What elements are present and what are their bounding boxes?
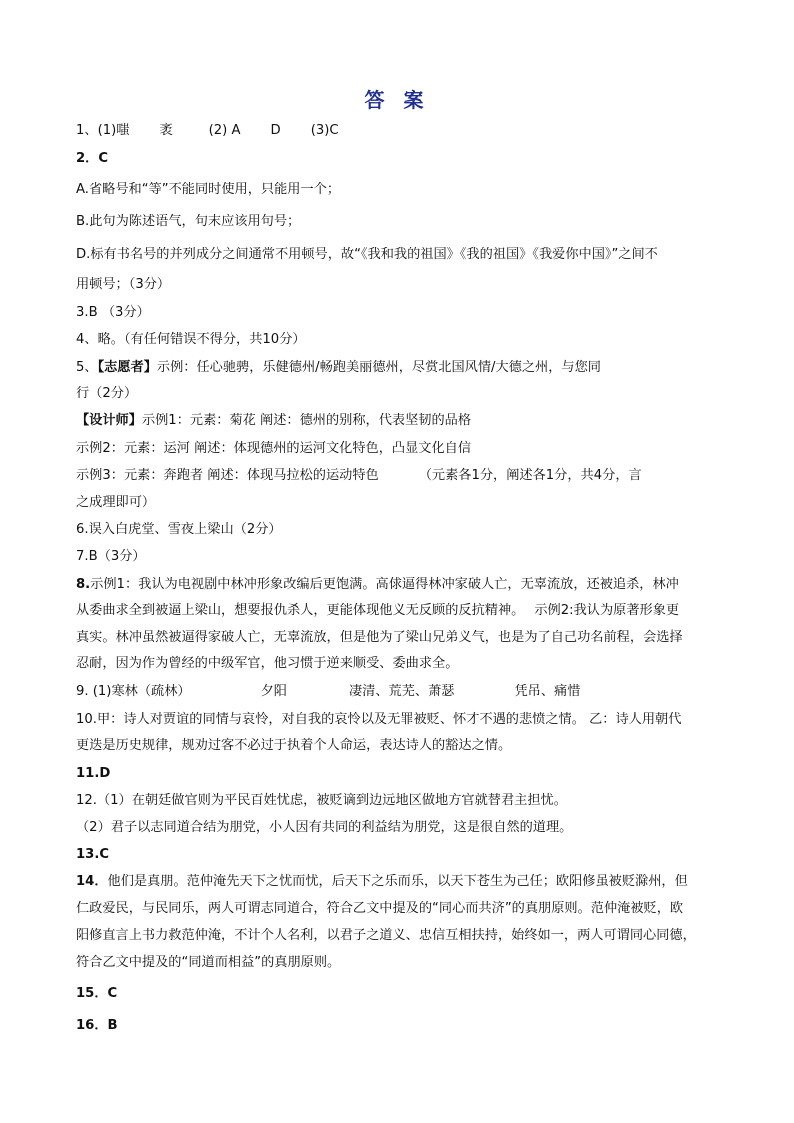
designer-example-3-text: 示例3：元素：奔跑者 阐述：体现马拉松的运动特色	[76, 468, 379, 483]
answer-1-d: (3)C	[310, 123, 339, 138]
answer-8-line3: 真实。林冲虽然被逼得家破人亡，无辜流放，但是他为了梁山兄弟义气，也是为了自己功名前程，会选择	[76, 630, 683, 645]
answer-8-line1	[76, 576, 726, 594]
answer-5-designer-line	[76, 412, 726, 430]
answer-12-line1: 12.（1）在朝廷做官则为平民百姓忧虑，被贬谪到边远地区做地方官就替君主担忧。	[76, 793, 567, 808]
answer-9	[76, 683, 726, 701]
volunteer-heading: 【志愿者】	[97, 360, 157, 375]
answer-14-line2: 仁政爱民，与民同乐，两人可谓志同道合，符合乙文中提及的“同心而共济”的真朋原则。范仲淹被贬，欧	[76, 901, 684, 916]
answer-5-text: 示例：任心驰骋，乐健德州/畅跑美丽德州，尽赏北国风情/大德之州，与您同	[156, 360, 601, 375]
answer-14-num: 14．	[76, 874, 108, 889]
answer-5-num: 5、	[76, 360, 98, 375]
answer-3: 3.B （3分）	[76, 305, 150, 320]
designer-heading: 【设计师】	[76, 413, 142, 428]
answer-1-c: D	[270, 123, 281, 138]
answer-14-line1	[76, 873, 726, 891]
answer-14-line4: 符合乙文中提及的“同道而相益”的真朋原则。	[76, 955, 341, 970]
designer-example-3	[76, 467, 726, 485]
answer-5-line1	[76, 359, 726, 377]
answer-2-a: A.省略号和“等”不能同时使用，只能用一个；	[76, 182, 341, 197]
answer-2-d-line1: D.标有书名号的并列成分之间通常不用顿号，故“《我和我的祖国》《我的祖国》《我爱你中国》”之间不	[76, 247, 658, 262]
answer-9-b: 凄清、荒芜、萧瑟	[348, 684, 455, 699]
answer-2-d-line2: 用顿号；（3分）	[76, 277, 171, 292]
answer-8-text-2: 从委曲求全到被逼上梁山，想要报仇杀人，更能体现他义无反顾的反抗精神。	[76, 603, 525, 618]
answer-9-a: 夕阳	[260, 684, 287, 699]
answer-9-c: 凭吊、痛惜	[514, 684, 581, 699]
answer-15: 15．C	[76, 986, 118, 1001]
answer-2-label: 2．C	[76, 151, 109, 166]
answer-1	[76, 122, 726, 140]
answer-1-a: 袤	[159, 123, 173, 138]
answer-4: 4、略。（有任何错误不得分，共10分）	[76, 332, 306, 347]
designer-example-1: 示例1：元素：菊花 阐述：德州的别称，代表坚韧的品格	[141, 413, 472, 428]
answer-8-example-2: 示例2:我认为原著形象更	[534, 603, 680, 618]
answer-6: 6.误入白虎堂、雪夜上梁山（2分）	[76, 522, 282, 537]
answer-10-line1: 10.甲：诗人对贾谊的同情与哀怜，对自我的哀怜以及无罪被贬、怀才不遇的悲愤之情。 乙：诗人用朝代	[76, 712, 682, 727]
answer-14-text-1: 他们是真朋。范仲淹先天下之忧而忧，后天下之乐而乐，以天下苍生为己任；欧阳修虽被贬滁州，但	[107, 874, 688, 889]
answer-14-line3: 阳修直言上书力救范仲淹，不计个人名利，以君子之道义、忠信互相扶持，始终如一，两人可谓同心同德，	[76, 928, 696, 943]
answer-5-line2: 行（2分）	[76, 386, 138, 401]
page-title: 答 案	[364, 88, 430, 112]
designer-example-3-end: 之成理即可）	[76, 495, 156, 510]
answer-1-b: (2) A	[208, 123, 241, 138]
answer-7: 7.B（3分）	[76, 549, 146, 564]
answer-1-label: 1、(1)嗤	[76, 123, 130, 138]
answer-2-b: B.此句为陈述语气，句末应该用句号；	[76, 214, 301, 229]
answer-16: 16．B	[76, 1018, 118, 1033]
answer-10-line2: 更迭是历史规律，规劝过客不必过于执着个人命运，表达诗人的豁达之情。	[76, 738, 512, 753]
answer-13: 13.C	[76, 847, 110, 862]
answer-8-text-1: 示例1：我认为电视剧中林冲形象改编后更饱满。高俅逼得林冲家破人亡，无辜流放，还被追杀，林冲	[90, 577, 679, 592]
answer-8-num: 8.	[76, 577, 91, 592]
designer-example-2: 示例2：元素：运河 阐述：体现德州的运河文化特色，凸显文化自信	[76, 441, 472, 456]
answer-11: 11.D	[76, 766, 111, 781]
answer-8-line2	[76, 602, 726, 620]
answer-12-line2: （2）君子以志同道合结为朋党，小人因有共同的利益结为朋党，这是很自然的道理。	[76, 820, 573, 835]
answer-9-label: 9. (1)寒林（疏林）	[76, 684, 191, 699]
answer-8-line4: 忍耐，因为作为曾经的中级军官，他习惯于逆来顺受、委曲求全。	[76, 656, 459, 671]
designer-example-3-score: （元素各1分，阐述各1分，共4分，言	[418, 468, 642, 483]
